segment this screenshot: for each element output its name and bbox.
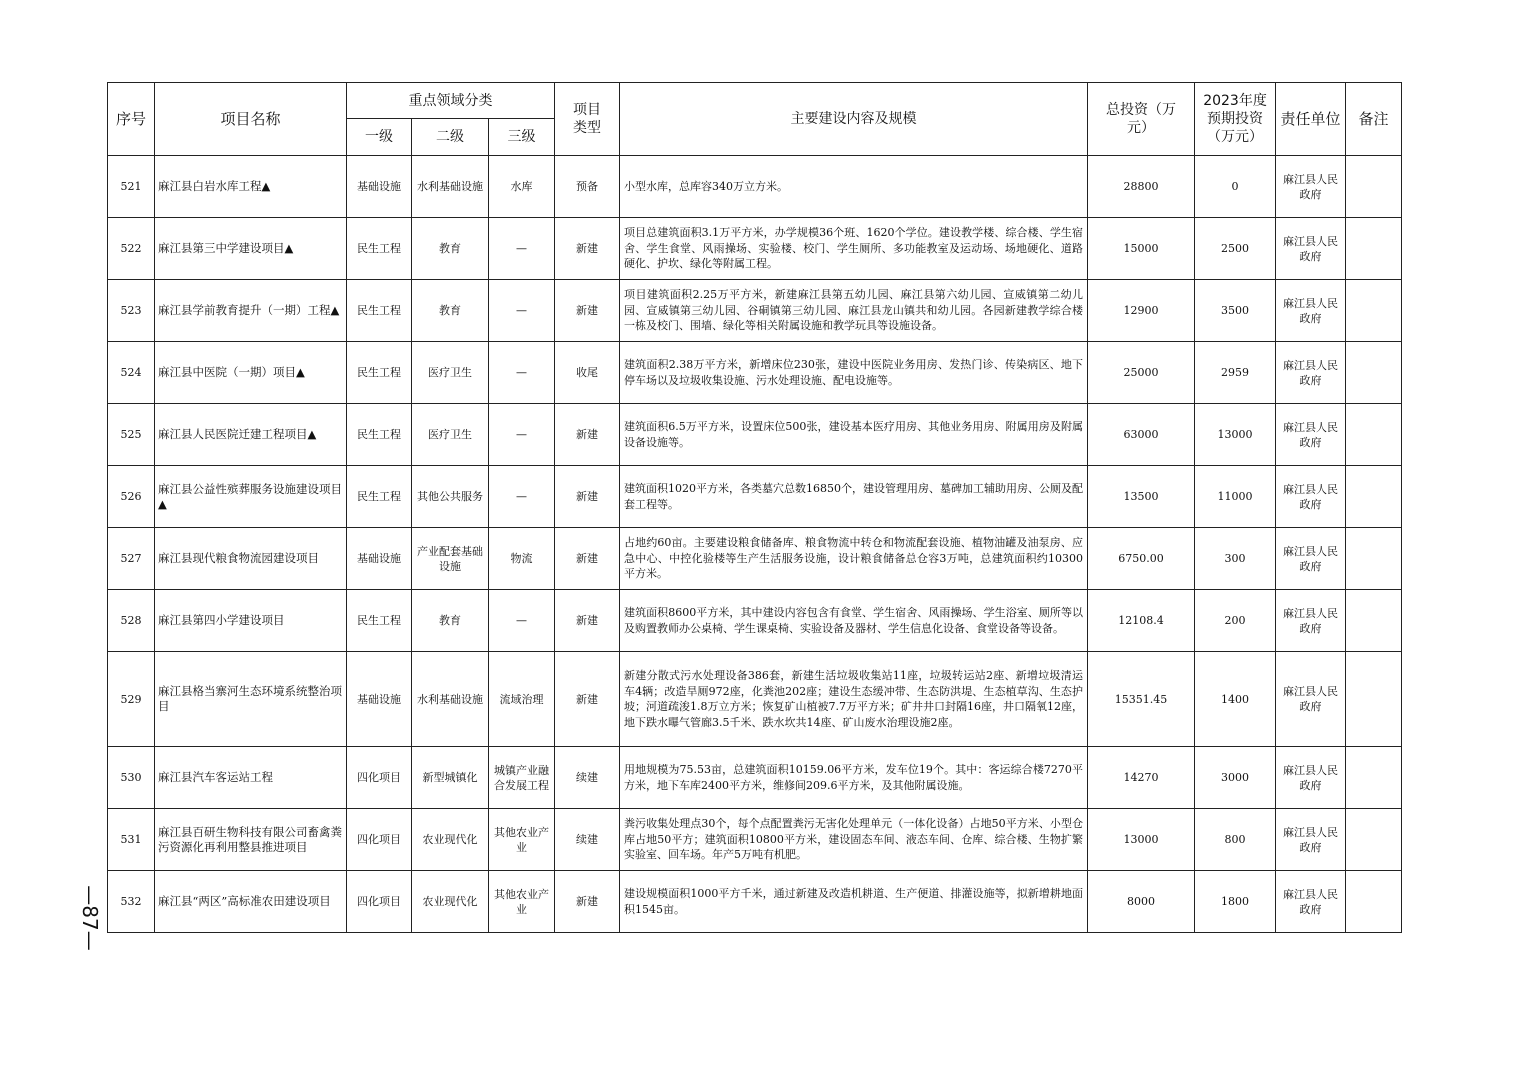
cell-2023-investment: 1800 — [1195, 871, 1276, 933]
cell-content: 项目建筑面积2.25万平方米，新建麻江县第五幼儿园、麻江县第六幼儿园、宣威镇第二幼儿园、宣威镇第三幼儿园、谷硐镇第三幼儿园、麻江县龙山镇共和幼儿园。各园新建教学综合楼一栋及校门、围墙、绿化等相关附属设施和教学玩具等设施设备。 — [620, 280, 1088, 342]
header-total-investment: 总投资（万元） — [1088, 83, 1195, 156]
cell-responsible-unit: 麻江县人民政府 — [1276, 809, 1346, 871]
cell-seq: 521 — [108, 156, 155, 218]
cell-level2: 医疗卫生 — [412, 342, 489, 404]
table-row — [108, 280, 1402, 342]
cell-level2: 教育 — [412, 590, 489, 652]
cell-2023-investment: 1400 — [1195, 652, 1276, 747]
cell-level1: 民生工程 — [347, 466, 412, 528]
cell-level3: 流域治理 — [489, 652, 555, 747]
cell-content: 建筑面积2.38万平方米，新增床位230张，建设中医院业务用房、发热门诊、传染病区、地下停车场以及垃圾收集设施、污水处理设施、配电设施等。 — [620, 342, 1088, 404]
cell-project-type: 新建 — [555, 404, 620, 466]
cell-total-investment: 15351.45 — [1088, 652, 1195, 747]
cell-content: 建筑面积8600平方米，其中建设内容包含有食堂、学生宿舍、风雨操场、学生浴室、厕所等以及购置教师办公桌椅、学生课桌椅、实验设备及器材、学生信息化设备、食堂设备等设备。 — [620, 590, 1088, 652]
cell-level3: 其他农业产业 — [489, 809, 555, 871]
cell-level1: 基础设施 — [347, 528, 412, 590]
cell-content: 项目总建筑面积3.1万平方米，办学规模36个班、1620个学位。建设教学楼、综合楼、学生宿舍、学生食堂、风雨操场、实验楼、校门、学生厕所、多功能教室及运动场、场地硬化、道路硬化、护坎、绿化等附属工程。 — [620, 218, 1088, 280]
cell-content: 新建分散式污水处理设备386套，新建生活垃圾收集站11座，垃圾转运站2座、新增垃圾清运车4辆；改造旱厕972座，化粪池202座；建设生态缓冲带、生态防洪堤、生态植草沟、生态护坡；河道疏浚1.8万立方米；恢复矿山植被7.7万平方米；矿井井口封隔16座，井口隔氧12座，地下跌水曝气管廊3.5千米、跌水坎共14座、矿山废水治理设施2座。 — [620, 652, 1088, 747]
cell-project-name: 麻江县格当寨河生态环境系统整治项目 — [155, 652, 347, 747]
cell-seq: 530 — [108, 747, 155, 809]
cell-seq: 524 — [108, 342, 155, 404]
cell-project-name: 麻江县现代粮食物流园建设项目 — [155, 528, 347, 590]
cell-project-type: 新建 — [555, 590, 620, 652]
cell-project-name: 麻江县学前教育提升（一期）工程▲ — [155, 280, 347, 342]
cell-content: 用地规模为75.53亩，总建筑面积10159.06平方米，发车位19个。其中：客运综合楼7270平方米，地下车库2400平方米，维修间209.6平方米，及其他附属设施。 — [620, 747, 1088, 809]
cell-content: 建筑面积6.5万平方米，设置床位500张，建设基本医疗用房、其他业务用房、附属用房及附属设备设施等。 — [620, 404, 1088, 466]
cell-seq: 526 — [108, 466, 155, 528]
cell-total-investment: 12900 — [1088, 280, 1195, 342]
table-row — [108, 871, 1402, 933]
table-row — [108, 809, 1402, 871]
cell-content: 建筑面积1020平方米，各类墓穴总数16850个，建设管理用房、墓碑加工辅助用房、公厕及配套工程等。 — [620, 466, 1088, 528]
cell-seq: 532 — [108, 871, 155, 933]
header-level3: 三级 — [489, 119, 555, 156]
cell-remark — [1346, 809, 1402, 871]
cell-responsible-unit: 麻江县人民政府 — [1276, 466, 1346, 528]
cell-content: 建设规模面积1000平方千米，通过新建及改造机耕道、生产便道、排灌设施等，拟新增耕地面积1545亩。 — [620, 871, 1088, 933]
table-row — [108, 590, 1402, 652]
cell-level1: 四化项目 — [347, 809, 412, 871]
cell-remark — [1346, 404, 1402, 466]
header-level2: 二级 — [412, 119, 489, 156]
cell-content: 占地约60亩。主要建设粮食储备库、粮食物流中转仓和物流配套设施、植物油罐及油泵房、应急中心、中控化验楼等生产生活服务设施，设计粮食储备总仓容3万吨，总建筑面积约10300平方米。 — [620, 528, 1088, 590]
cell-remark — [1346, 528, 1402, 590]
cell-remark — [1346, 652, 1402, 747]
cell-project-name: 麻江县第四小学建设项目 — [155, 590, 347, 652]
cell-total-investment: 28800 — [1088, 156, 1195, 218]
cell-project-name: 麻江县公益性殡葬服务设施建设项目▲ — [155, 466, 347, 528]
cell-responsible-unit: 麻江县人民政府 — [1276, 747, 1346, 809]
cell-2023-investment: 2959 — [1195, 342, 1276, 404]
header-seq: 序号 — [108, 83, 155, 156]
cell-level2: 医疗卫生 — [412, 404, 489, 466]
cell-total-investment: 13500 — [1088, 466, 1195, 528]
cell-total-investment: 14270 — [1088, 747, 1195, 809]
cell-seq: 528 — [108, 590, 155, 652]
cell-level3: 城镇产业融合发展工程 — [489, 747, 555, 809]
table-row — [108, 404, 1402, 466]
table-row — [108, 466, 1402, 528]
cell-total-investment: 13000 — [1088, 809, 1195, 871]
cell-level3: — — [489, 590, 555, 652]
cell-seq: 525 — [108, 404, 155, 466]
cell-2023-investment: 3500 — [1195, 280, 1276, 342]
cell-level3: — — [489, 466, 555, 528]
cell-2023-investment: 3000 — [1195, 747, 1276, 809]
cell-seq: 523 — [108, 280, 155, 342]
cell-seq: 527 — [108, 528, 155, 590]
cell-2023-investment: 0 — [1195, 156, 1276, 218]
cell-level1: 基础设施 — [347, 652, 412, 747]
cell-responsible-unit: 麻江县人民政府 — [1276, 342, 1346, 404]
cell-level3: — — [489, 342, 555, 404]
cell-level2: 新型城镇化 — [412, 747, 489, 809]
cell-total-investment: 15000 — [1088, 218, 1195, 280]
cell-responsible-unit: 麻江县人民政府 — [1276, 218, 1346, 280]
cell-level2: 产业配套基础设施 — [412, 528, 489, 590]
header-project-name: 项目名称 — [155, 83, 347, 156]
header-2023-investment: 2023年度预期投资（万元） — [1195, 83, 1276, 156]
cell-project-type: 预备 — [555, 156, 620, 218]
header-project-type: 项目类型 — [555, 83, 620, 156]
cell-2023-investment: 2500 — [1195, 218, 1276, 280]
cell-level2: 教育 — [412, 218, 489, 280]
cell-total-investment: 25000 — [1088, 342, 1195, 404]
cell-project-name: 麻江县第三中学建设项目▲ — [155, 218, 347, 280]
cell-project-name: 麻江县“两区”高标准农田建设项目 — [155, 871, 347, 933]
cell-project-type: 新建 — [555, 871, 620, 933]
table-row — [108, 218, 1402, 280]
table-row — [108, 342, 1402, 404]
cell-project-name: 麻江县百研生物科技有限公司畜禽粪污资源化再利用整县推进项目 — [155, 809, 347, 871]
cell-level2: 水利基础设施 — [412, 652, 489, 747]
table-row — [108, 528, 1402, 590]
cell-responsible-unit: 麻江县人民政府 — [1276, 404, 1346, 466]
cell-level2: 教育 — [412, 280, 489, 342]
cell-2023-investment: 300 — [1195, 528, 1276, 590]
cell-level1: 四化项目 — [347, 871, 412, 933]
cell-level1: 民生工程 — [347, 280, 412, 342]
cell-project-type: 新建 — [555, 280, 620, 342]
cell-project-name: 麻江县中医院（一期）项目▲ — [155, 342, 347, 404]
cell-project-type: 新建 — [555, 466, 620, 528]
cell-total-investment: 63000 — [1088, 404, 1195, 466]
cell-2023-investment: 13000 — [1195, 404, 1276, 466]
cell-project-name: 麻江县人民医院迁建工程项目▲ — [155, 404, 347, 466]
cell-remark — [1346, 590, 1402, 652]
cell-content: 小型水库，总库容340万立方米。 — [620, 156, 1088, 218]
cell-remark — [1346, 871, 1402, 933]
cell-2023-investment: 11000 — [1195, 466, 1276, 528]
cell-remark — [1346, 218, 1402, 280]
cell-seq: 522 — [108, 218, 155, 280]
cell-level2: 水利基础设施 — [412, 156, 489, 218]
cell-level3: — — [489, 404, 555, 466]
header-content: 主要建设内容及规模 — [620, 83, 1088, 156]
cell-total-investment: 8000 — [1088, 871, 1195, 933]
cell-level1: 民生工程 — [347, 590, 412, 652]
cell-total-investment: 6750.00 — [1088, 528, 1195, 590]
cell-remark — [1346, 342, 1402, 404]
header-category: 重点领域分类 — [347, 83, 555, 119]
cell-level3: 物流 — [489, 528, 555, 590]
page-number: —87— — [78, 885, 102, 951]
cell-project-name: 麻江县汽车客运站工程 — [155, 747, 347, 809]
cell-project-type: 新建 — [555, 652, 620, 747]
cell-seq: 529 — [108, 652, 155, 747]
project-table — [107, 82, 1402, 933]
cell-level3: — — [489, 280, 555, 342]
cell-responsible-unit: 麻江县人民政府 — [1276, 156, 1346, 218]
cell-level3: 水库 — [489, 156, 555, 218]
cell-content: 粪污收集处理点30个，每个点配置粪污无害化处理单元（一体化设备）占地50平方米、小型仓库占地50平方；建筑面积10800平方米，建设固态车间、液态车间、仓库、综合楼、生物扩繁实验室、回车场。年产5万吨有机肥。 — [620, 809, 1088, 871]
cell-project-type: 续建 — [555, 747, 620, 809]
cell-level2: 农业现代化 — [412, 871, 489, 933]
project-table-container — [107, 82, 1402, 933]
cell-level1: 民生工程 — [347, 404, 412, 466]
header-responsible-unit: 责任单位 — [1276, 83, 1346, 156]
cell-responsible-unit: 麻江县人民政府 — [1276, 280, 1346, 342]
cell-2023-investment: 200 — [1195, 590, 1276, 652]
header-remark: 备注 — [1346, 83, 1402, 156]
table-row — [108, 652, 1402, 747]
cell-remark — [1346, 280, 1402, 342]
cell-remark — [1346, 747, 1402, 809]
cell-level2: 其他公共服务 — [412, 466, 489, 528]
cell-remark — [1346, 156, 1402, 218]
cell-level3: 其他农业产业 — [489, 871, 555, 933]
cell-project-type: 新建 — [555, 528, 620, 590]
cell-remark — [1346, 466, 1402, 528]
header-level1: 一级 — [347, 119, 412, 156]
cell-project-name: 麻江县白岩水库工程▲ — [155, 156, 347, 218]
table-row — [108, 156, 1402, 218]
cell-responsible-unit: 麻江县人民政府 — [1276, 652, 1346, 747]
cell-level1: 基础设施 — [347, 156, 412, 218]
table-body — [108, 156, 1402, 933]
cell-total-investment: 12108.4 — [1088, 590, 1195, 652]
cell-level1: 民生工程 — [347, 342, 412, 404]
cell-project-type: 续建 — [555, 809, 620, 871]
cell-project-type: 新建 — [555, 218, 620, 280]
table-row — [108, 747, 1402, 809]
cell-project-type: 收尾 — [555, 342, 620, 404]
cell-level2: 农业现代化 — [412, 809, 489, 871]
cell-responsible-unit: 麻江县人民政府 — [1276, 590, 1346, 652]
cell-seq: 531 — [108, 809, 155, 871]
cell-2023-investment: 800 — [1195, 809, 1276, 871]
cell-responsible-unit: 麻江县人民政府 — [1276, 871, 1346, 933]
cell-level1: 四化项目 — [347, 747, 412, 809]
cell-responsible-unit: 麻江县人民政府 — [1276, 528, 1346, 590]
cell-level3: — — [489, 218, 555, 280]
cell-level1: 民生工程 — [347, 218, 412, 280]
